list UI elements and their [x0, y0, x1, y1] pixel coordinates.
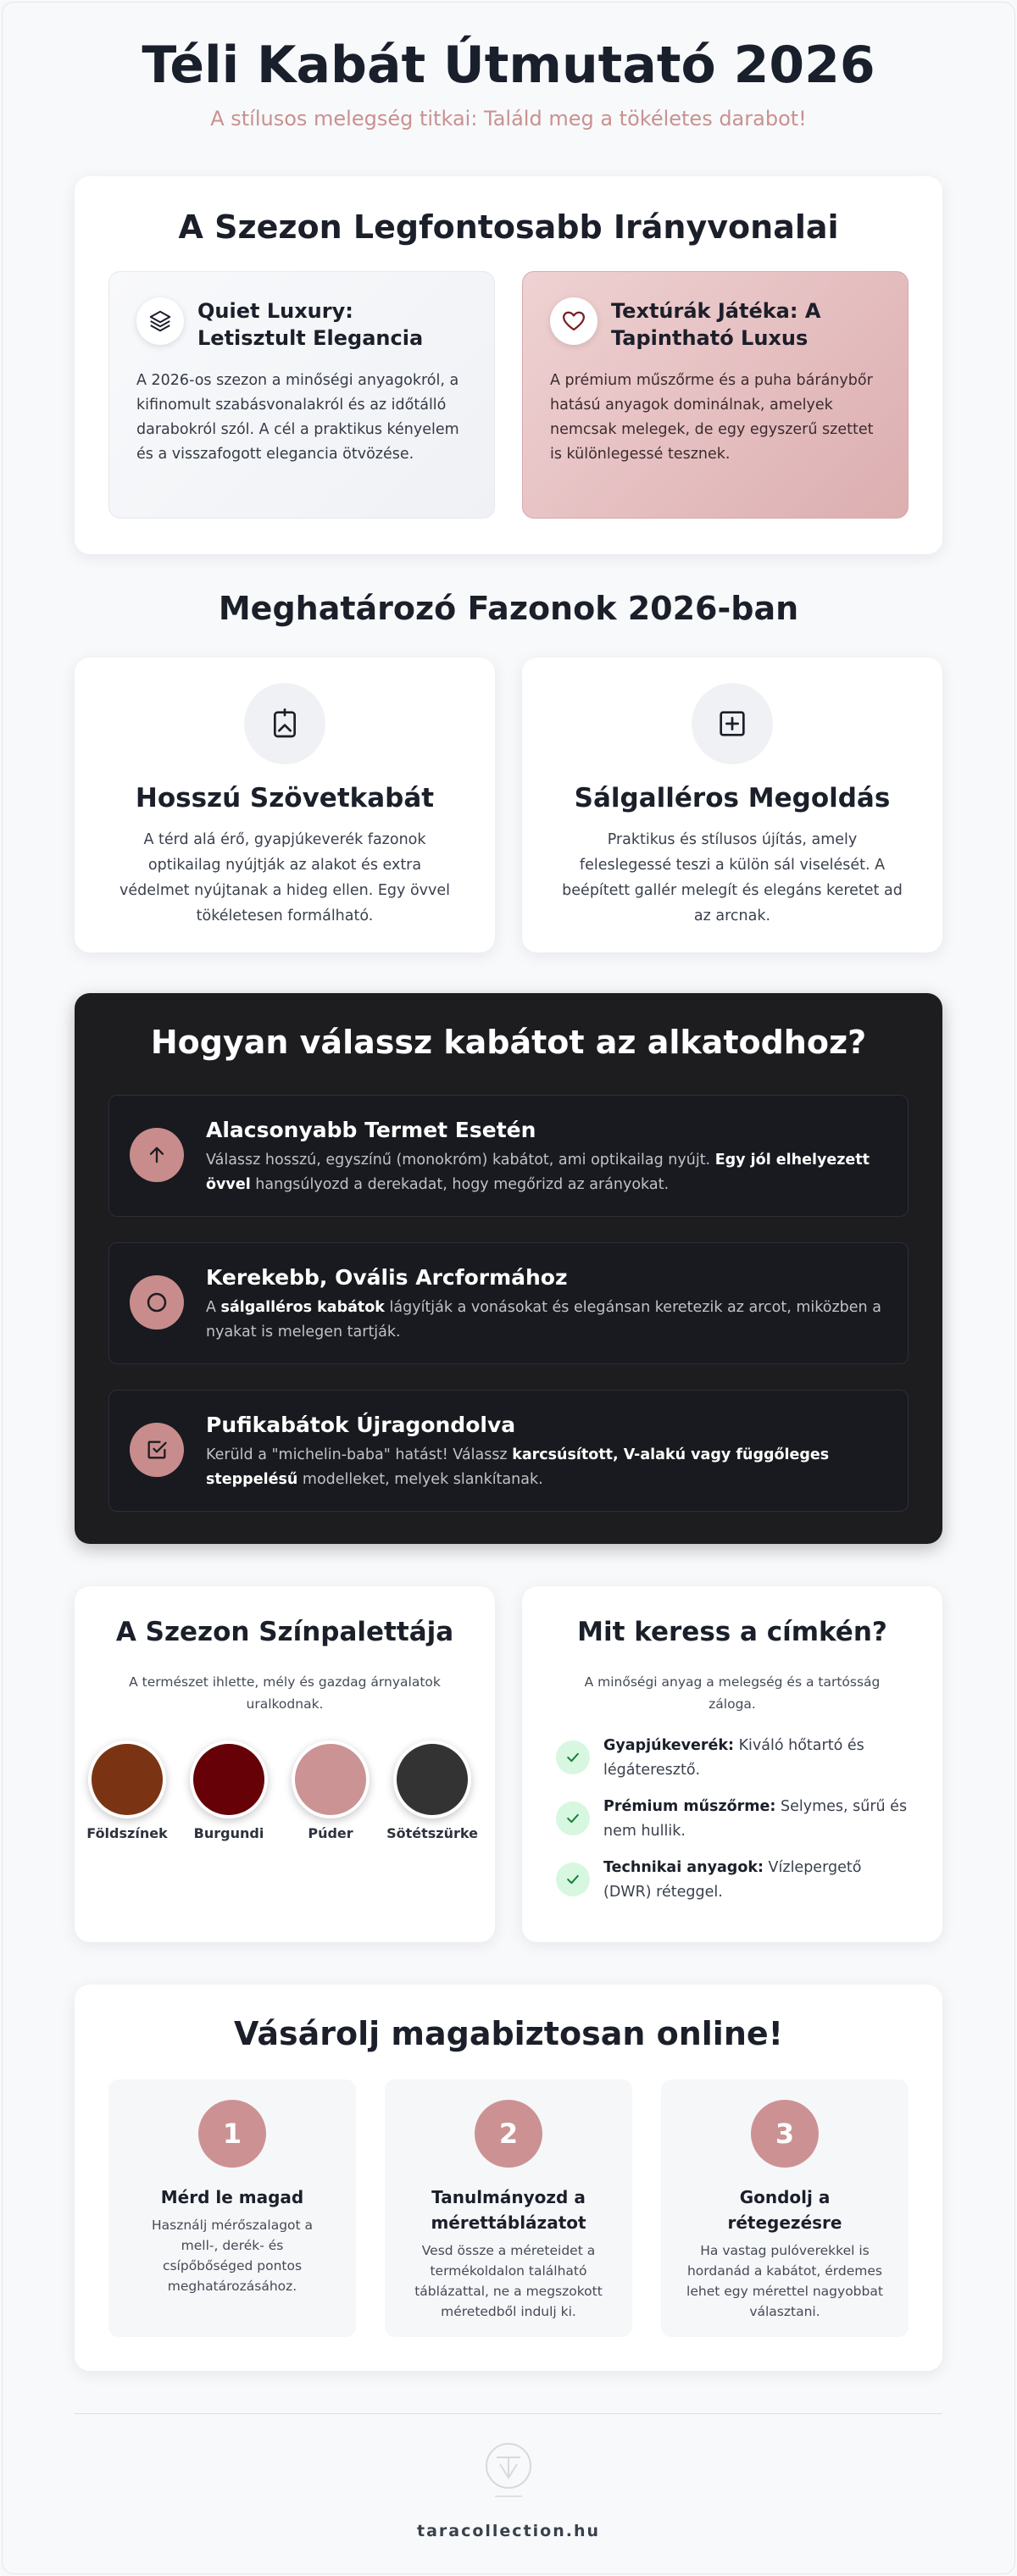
body-type-panel	[75, 993, 942, 1544]
step-layering	[661, 2079, 909, 2337]
tip-title: Pufikabátok Újragondolva	[206, 1413, 516, 1437]
trend-quiet-luxury	[108, 271, 495, 519]
layers-icon	[136, 297, 184, 345]
arrow-up-icon	[130, 1128, 184, 1182]
shopping-card	[75, 1985, 942, 2371]
step-text: Használj mérőszalagot a mell-, derék- és csípőbőséged pontos meghatározásához.	[151, 2218, 314, 2294]
style-card-long-coat	[75, 658, 495, 952]
color-swatch	[190, 1740, 268, 1818]
step-number: 2	[475, 2100, 542, 2168]
tip-title: Kerekebb, Ovális Arcformához	[206, 1265, 568, 1290]
trend-text: A 2026-os szezon a minőségi anyagokról, a kifinomult szabásvonalakról és az időtálló darabokról szól. A cél a praktikus kényelem és a visszafogott elegancia ötvözése.	[136, 372, 459, 463]
tip-title: Alacsonyabb Termet Esetén	[206, 1118, 536, 1142]
step-number: 1	[198, 2100, 266, 2168]
color-name: Púder	[308, 1825, 353, 1841]
style-title: Sálgalléros Megoldás	[574, 783, 891, 813]
footer-divider	[75, 2413, 942, 2414]
color-swatch	[393, 1740, 471, 1818]
label-item: Gyapjúkeverék: Kiváló hőtartó és légáteresztő.	[603, 1737, 864, 1779]
checkbox-icon	[130, 1423, 184, 1477]
page-subtitle: A stílusos melegség titkai: Találd meg a tökéletes darabot!	[210, 107, 807, 130]
palette-card	[75, 1586, 495, 1942]
trend-textures	[522, 271, 909, 519]
heart-icon	[550, 297, 597, 345]
check-icon	[556, 1863, 590, 1896]
trends-card	[75, 176, 942, 554]
label-guide-subtitle: A minőségi anyag a melegség és a tartósság záloga.	[584, 1674, 881, 1712]
trends-title: A Szezon Legfontosabb Irányvonalai	[178, 208, 839, 246]
body-type-title: Hogyan válassz kabátot az alkatodhoz?	[150, 1024, 867, 1061]
footer-site[interactable]: taracollection.hu	[416, 2522, 601, 2540]
styles-title: Meghatározó Fazonok 2026-ban	[218, 590, 799, 627]
tip-short-stature	[108, 1095, 909, 1217]
label-item: Technikai anyagok: Vízlepergető (DWR) réteggel.	[603, 1859, 862, 1901]
style-text: A térd alá érő, gyapjúkeverék fazonok optikailag nyújtják az alakot és extra védelmet nyújtanak a hideg ellen. Egy övvel tökéletesen formálható.	[119, 831, 450, 924]
step-title: Gondolj a rétegezésre	[727, 2187, 842, 2233]
color-name: Földszínek	[86, 1825, 168, 1841]
label-guide-title: Mit keress a címkén?	[577, 1617, 887, 1647]
style-title: Hosszú Szövetkabát	[135, 783, 435, 813]
tip-text: Kerüld a "michelin-baba" hatást! Válassz karcsúsított, V-alakú vagy függőleges steppelésű modelleket, melyek slankítanak.	[206, 1446, 830, 1488]
style-card-shawl-collar	[522, 658, 942, 952]
square-plus-icon	[692, 683, 773, 764]
style-text: Praktikus és stílusos újítás, amely feleslegessé teszi a külön sál viselését. A beépített gallér melegít és elegáns keretet ad az arcnak.	[562, 831, 903, 924]
color-name: Burgundi	[193, 1825, 264, 1841]
step-measure	[108, 2079, 356, 2337]
step-number: 3	[751, 2100, 819, 2168]
tip-puffer-coats	[108, 1390, 909, 1512]
palette-subtitle: A természet ihlette, mély és gazdag árnyalatok uralkodnak.	[129, 1674, 441, 1712]
color-swatch	[88, 1740, 166, 1818]
step-title: Tanulmányozd a mérettáblázatot	[431, 2187, 586, 2233]
tip-text: A sálgalléros kabátok lágyítják a vonásokat és elegánsan keretezik az arcot, miközben a nyakat is melegen tartják.	[206, 1299, 881, 1341]
check-icon	[556, 1740, 590, 1774]
palette-title: A Szezon Színpalettája	[115, 1617, 454, 1647]
long-coat-icon	[244, 683, 325, 764]
page-title: Téli Kabát Útmutató 2026	[142, 36, 875, 95]
circle-icon	[130, 1275, 184, 1330]
label-item: Prémium műszőrme: Selymes, sűrű és nem hullik.	[603, 1798, 908, 1840]
step-text: Ha vastag pulóverekkel is hordanád a kabátot, érdemes lehet egy mérettel nagyobbat választani.	[686, 2243, 883, 2319]
tip-text: Válassz hosszú, egyszínű (monokróm) kabátot, ami optikailag nyújt. Egy jól elhelyezett övvel hangsúlyozd a derekadat, hogy megőrizd az arányokat.	[206, 1152, 870, 1193]
color-swatch	[292, 1740, 370, 1818]
shopping-title: Vásárolj magabiztosan online!	[234, 2015, 783, 2052]
check-icon	[556, 1802, 590, 1835]
trend-title: Textúrák Játéka: A Tapintható Luxus	[611, 299, 821, 350]
label-guide-card	[522, 1586, 942, 1942]
step-title: Mérd le magad	[160, 2187, 304, 2207]
brand-logo-icon	[483, 2440, 534, 2508]
step-text: Vesd össze a méreteidet a termékoldalon található táblázattal, ne a megszokott méretedből indulj ki.	[414, 2243, 603, 2319]
tip-oval-face	[108, 1242, 909, 1364]
step-size-chart	[385, 2079, 632, 2337]
trend-title: Quiet Luxury: Letisztult Elegancia	[197, 299, 424, 350]
color-name: Sötétszürke	[386, 1825, 478, 1841]
trend-text: A prémium műszőrme és a puha báránybőr hatású anyagok dominálnak, amelyek nemcsak melegek, de egy egyszerű szettet is különlegessé tesznek.	[550, 372, 874, 463]
